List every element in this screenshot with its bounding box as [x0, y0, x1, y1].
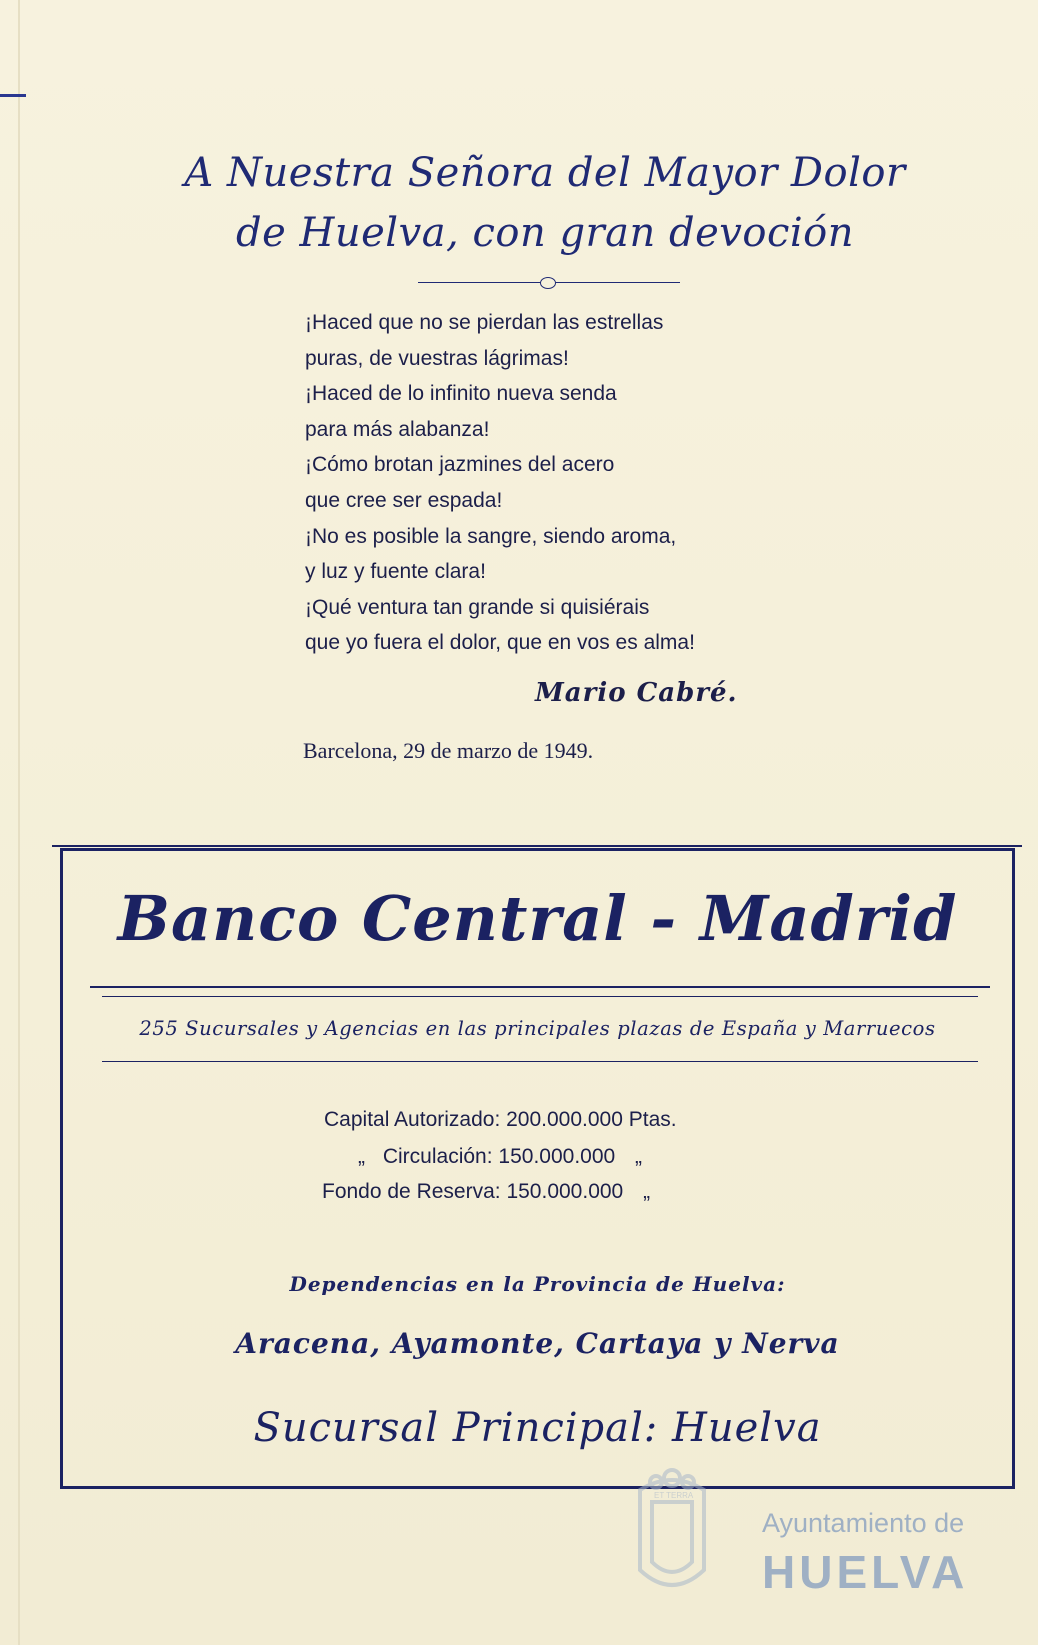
circulation-label: Circulación:: [382, 1145, 493, 1168]
dependencies-towns: Aracena, Ayamonte, Cartaya y Nerva: [235, 1327, 840, 1360]
poem: [305, 305, 825, 661]
main-branch: Sucursal Principal: Huelva: [253, 1405, 822, 1451]
reserve-row: [322, 1180, 650, 1204]
poem-line: para más alabanza!: [305, 417, 490, 441]
ornament-icon: [540, 277, 556, 289]
reserve-label: Fondo de Reserva:: [322, 1180, 501, 1203]
poem-line: ¡Haced que no se pierdan las estrellas: [305, 311, 664, 334]
poem-line: puras, de vuestras lágrimas!: [305, 346, 569, 370]
poem-line: ¡Qué ventura tan grande si quisiérais: [305, 595, 650, 619]
poem-signature: Mario Cabré.: [535, 678, 738, 708]
bank-name: Banco Central - Madrid: [117, 882, 958, 955]
advert-divider: [102, 996, 978, 997]
ditto-mark: „: [635, 1145, 643, 1168]
heading-line-2: de Huelva, con gran devoción: [236, 210, 854, 256]
seal-text: ET TERRA: [654, 1491, 694, 1500]
advert-top-rule: [52, 845, 1022, 847]
poem-line: y luz y fuente clara!: [305, 560, 486, 584]
ditto-mark: „: [643, 1180, 651, 1203]
watermark-text-line-2: HUELVA: [762, 1546, 969, 1598]
poem-line: que yo fuera el dolor, que en vos es alma!: [305, 631, 695, 655]
advert-divider: [90, 986, 990, 988]
edge-mark: [0, 94, 26, 97]
poem-line: ¡Haced de lo infinito nueva senda: [305, 382, 617, 406]
capital-label: Capital Autorizado:: [324, 1108, 501, 1131]
dependencies-heading: Dependencias en la Provincia de Huelva:: [289, 1272, 786, 1296]
binding-edge: [18, 0, 20, 1645]
capital-value: 200.000.000 Ptas.: [506, 1108, 677, 1131]
circulation-row: [358, 1145, 642, 1169]
branches-line: 255 Sucursales y Agencias en las principales plazas de España y Marruecos: [139, 1017, 936, 1040]
watermark-text-line-1: Ayuntamiento de: [762, 1508, 965, 1538]
circulation-value: 150.000.000: [498, 1145, 616, 1168]
poem-line: que cree ser espada!: [305, 488, 503, 512]
ditto-mark: „: [358, 1145, 365, 1168]
poem-line: ¡No es posible la sangre, siendo aroma,: [305, 524, 677, 548]
poem-line: ¡Cómo brotan jazmines del acero: [305, 453, 615, 477]
advert-divider: [102, 1061, 978, 1062]
capital-row: [324, 1108, 677, 1132]
heading-line-1: A Nuestra Señora del Mayor Dolor: [184, 150, 906, 196]
poem-place-date: Barcelona, 29 de marzo de 1949.: [303, 738, 594, 763]
reserve-value: 150.000.000: [506, 1180, 624, 1203]
